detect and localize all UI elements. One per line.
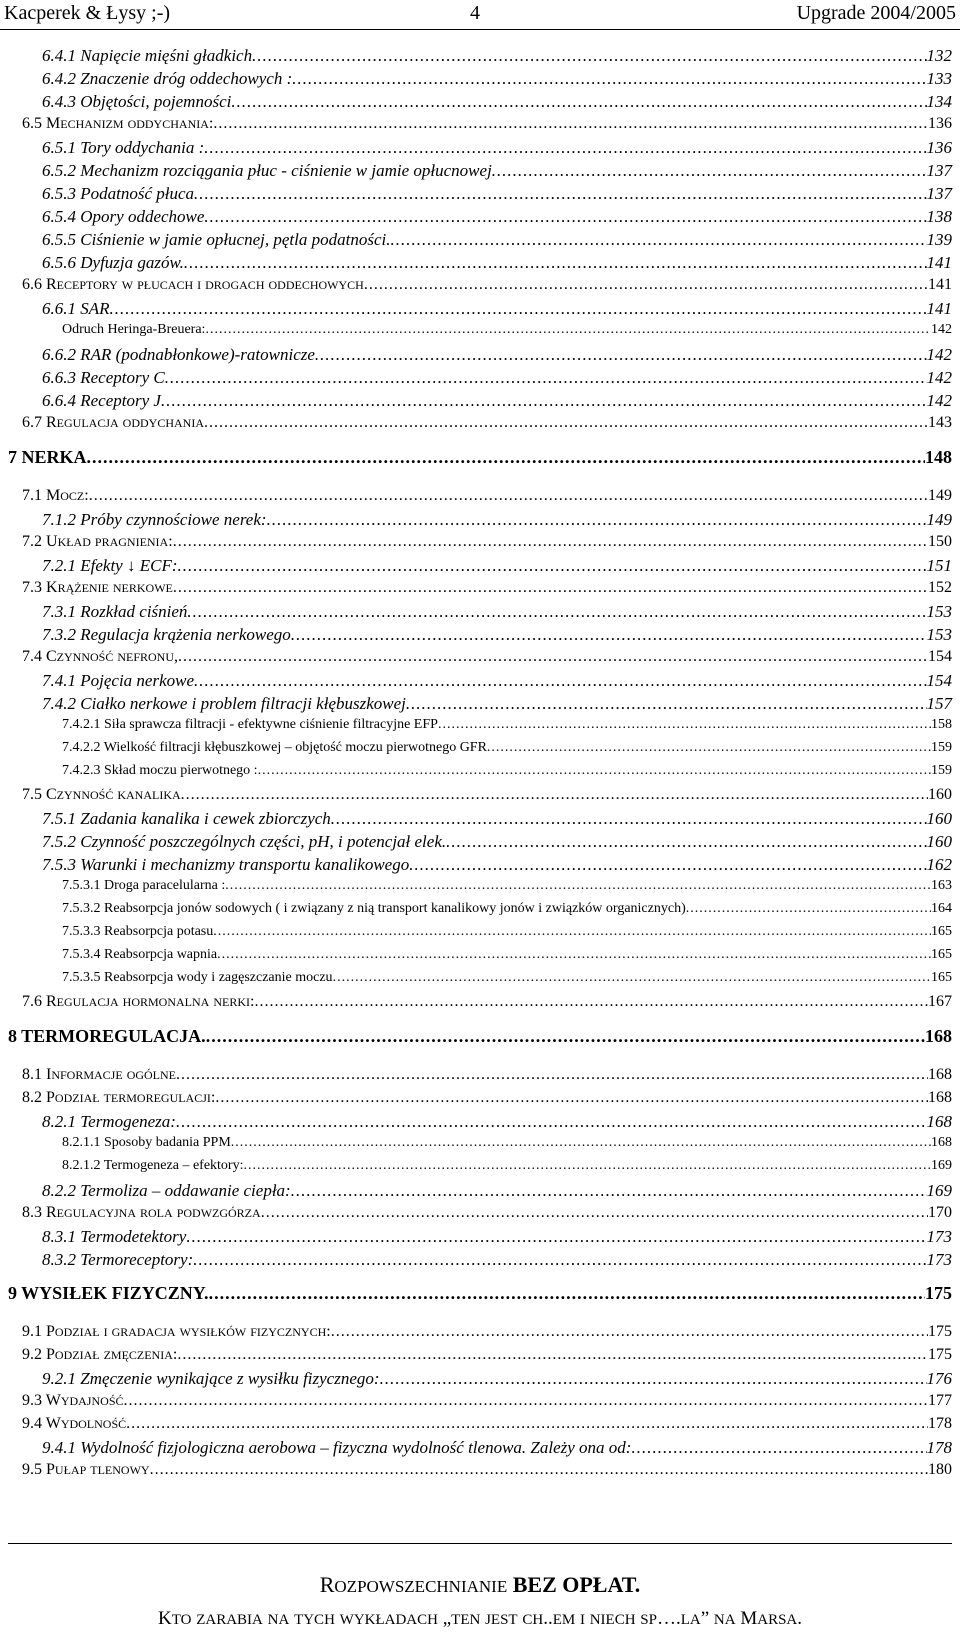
toc-entry[interactable] [42,1438,952,1458]
toc-dot-leader [165,368,927,388]
toc-entry[interactable] [62,717,952,733]
toc-entry-title: 7.5.3.1 Droga paracelularna : [62,878,226,893]
toc-entry-page: 141 [926,299,952,318]
toc-entry-title: 6.5.4 Opory oddechowe [42,207,205,226]
toc-dot-leader [315,345,927,365]
header-page-number: 4 [470,2,480,24]
toc-entry-title: 9.2.1 Zmęczenie wynikające z wysiłku fizycznego: [42,1369,380,1388]
toc-entry-page: 158 [931,717,952,732]
toc-entry-page: 154 [928,648,952,665]
toc-entry-title: 6.4.3 Objętości, pojemności [42,92,232,111]
toc-entry[interactable] [42,556,952,576]
toc-entry-title: 8.3.1 Termodetektory [42,1227,187,1246]
toc-entry-page: 136 [928,115,952,132]
toc-dot-leader [173,533,928,551]
toc-entry-page: 141 [928,276,952,293]
toc-dot-leader [204,414,928,432]
toc-entry[interactable] [42,1181,952,1201]
toc-entry-title: 8.2.1.1 Sposoby badania PPM [62,1135,231,1150]
toc-dot-leader [176,1066,928,1084]
toc-entry[interactable] [42,207,952,227]
toc-entry[interactable] [42,694,952,714]
toc-entry-title: 6.5.6 Dyfuzja gazów. [42,253,184,272]
toc-dot-leader [446,832,926,852]
toc-entry-page: 167 [928,993,952,1010]
toc-entry-page: 142 [931,322,952,337]
toc-entry[interactable] [42,253,952,273]
toc-entry-page: 159 [931,740,952,755]
toc-entry[interactable] [22,115,952,133]
page-header [0,0,960,30]
toc-entry-page: 142 [926,391,952,410]
toc-entry[interactable] [62,901,952,917]
toc-dot-leader [209,1283,925,1304]
toc-entry-title: 7.4.2.2 Wielkość filtracji kłębuszkowej – objętość moczu pierwotnego GFR [62,740,487,755]
toc-entry-title: 7.6 REGULACJA HORMONALNA NERKI: [22,993,255,1010]
toc-entry-title: 6.6 RECEPTORY W PŁUCACH I DROGACH ODDECHOWYCH [22,276,364,293]
toc-dot-leader [225,878,931,894]
toc-dot-leader [124,1392,929,1410]
toc-dot-leader [331,809,927,829]
footer-notice [0,1572,960,1598]
toc-entry-page: 152 [928,579,952,596]
toc-entry-page: 164 [931,901,952,916]
toc-dot-leader [186,1227,926,1247]
toc-entry-title: 7.3 KRĄŻENIE NERKOWE [22,579,173,596]
toc-entry[interactable] [42,671,952,691]
toc-entry-title: 6.5.5 Ciśnienie w jamie opłucnej, pętla podatności. [42,230,391,249]
toc-entry-page: 168 [928,1066,952,1083]
toc-entry-page: 149 [928,487,952,504]
toc-entry[interactable] [22,1323,952,1341]
toc-dot-leader [215,1089,928,1107]
toc-entry[interactable] [42,602,952,622]
toc-entry-title: 7.4.1 Pojęcia nerkowe [42,671,195,690]
toc-dot-leader [380,1369,927,1389]
toc-entry-title: 7.3.2 Regulacja krążenia nerkowego [42,625,291,644]
footer-notice-text: ROZPOWSZECHNIANIE [319,1572,508,1597]
toc-entry-title: 6.6.4 Receptory J [42,391,161,410]
toc-entry-title: 9 WYSIŁEK FIZYCZNY. [8,1283,209,1303]
toc-entry-title: 8.1 INFORMACJE OGÓLNE [22,1066,177,1083]
toc-dot-leader [177,1346,928,1364]
toc-dot-leader [409,855,926,875]
toc-entry[interactable] [22,1089,952,1107]
toc-entry[interactable] [22,487,952,505]
toc-entry-page: 178 [926,1438,952,1457]
toc-entry-title: 6.6.2 RAR (podnabłonkowe)-ratownicze [42,345,315,364]
toc-entry[interactable] [42,46,952,66]
header-edition: Upgrade 2004/2005 [796,2,956,24]
toc-entry-title: 9.3 WYDAJNOŚĆ [22,1392,124,1409]
toc-entry[interactable] [62,740,952,756]
toc-entry-page: 142 [926,368,952,387]
toc-entry[interactable] [22,1204,952,1222]
toc-entry-title: 8.2.1.2 Termogeneza – efektory: [62,1158,244,1173]
toc-entry-title: 9.2 PODZIAŁ ZMĘCZENIA: [22,1346,178,1363]
toc-entry-title: 6.6.3 Receptory C [42,368,165,387]
toc-entry-title: 7.5 CZYNNOŚĆ KANALIKA [22,786,181,803]
toc-dot-leader [161,391,927,411]
toc-entry[interactable] [62,970,952,986]
toc-entry[interactable] [42,92,952,112]
toc-dot-leader [333,970,931,986]
toc-entry-title: 7.4 CZYNNOŚĆ NEFRONU, [22,648,179,665]
toc-dot-leader [213,924,931,940]
toc-dot-leader [173,579,928,597]
toc-entry-page: 175 [928,1323,952,1340]
toc-dot-leader [438,717,931,733]
toc-entry-title: 8.2.2 Termoliza – oddawanie ciepła: [42,1181,291,1200]
toc-entry-title: 6.4.2 Znaczenie dróg oddechowych : [42,69,293,88]
toc-entry-title: 9.5 PUŁAP TLENOWY [22,1461,150,1478]
toc-dot-leader [291,1181,927,1201]
toc-entry-page: 175 [928,1346,952,1363]
toc-dot-leader [267,510,927,530]
toc-dot-leader [110,299,927,319]
toc-entry-title: 7.4.2 Ciałko nerkowe i problem filtracji kłębuszkowej [42,694,406,713]
toc-entry-page: 138 [926,207,952,226]
toc-entry[interactable] [42,1250,952,1270]
toc-entry-title: 6.4.1 Napięcie mięśni gładkich [42,46,253,65]
toc-entry-page: 173 [926,1250,952,1269]
toc-entry-title: 6.5.1 Tory oddychania : [42,138,205,157]
toc-entry-page: 142 [926,345,952,364]
toc-entry[interactable] [42,368,952,388]
toc-entry-page: 149 [926,510,952,529]
toc-entry[interactable] [8,447,952,468]
toc-dot-leader [194,671,926,691]
toc-dot-leader [231,1135,931,1151]
toc-entry-page: 168 [925,1026,952,1046]
toc-entry[interactable] [62,1158,952,1174]
toc-dot-leader [194,184,926,204]
toc-entry[interactable] [22,786,952,804]
toc-dot-leader [331,1323,928,1341]
toc-entry-page: 148 [925,447,952,467]
toc-entry[interactable] [62,1135,952,1151]
toc-dot-leader [204,138,926,158]
toc-entry-page: 165 [931,970,952,985]
toc-entry-title: 7.5.3.4 Reabsorpcja wapnia [62,947,218,962]
toc-entry[interactable] [42,625,952,645]
toc-dot-leader [631,1438,926,1458]
toc-entry[interactable] [22,1066,952,1084]
toc-dot-leader [217,947,931,963]
toc-entry-title: 7.3.1 Rozkład ciśnień [42,602,188,621]
toc-entry-title: 6.6.1 SAR [42,299,110,318]
toc-dot-leader [187,602,926,622]
toc-entry-title: 7.5.3.2 Reabsorpcja jonów sodowych ( i związany z nią transport kanalikowy jonów i związków organicznych) [62,901,686,916]
toc-dot-leader [204,207,926,227]
toc-dot-leader [206,1026,925,1047]
toc-entry[interactable] [22,993,952,1011]
toc-entry-page: 178 [928,1415,952,1432]
toc-entry-title: 9.4 WYDOLNOŚĆ [22,1415,127,1432]
toc-entry[interactable] [42,184,952,204]
toc-entry-title: 9.4.1 Wydolność fizjologiczna aerobowa – fizyczna wydolność tlenowa. Zależy ona od: [42,1438,632,1457]
toc-entry[interactable] [42,809,952,829]
toc-entry-title: 8.3.2 Termoreceptory: [42,1250,194,1269]
toc-entry-page: 141 [926,253,952,272]
toc-entry-title: 6.5.2 Mechanizm rozciągania płuc - ciśnienie w jamie opłucnowej [42,161,492,180]
toc-entry[interactable] [62,322,952,338]
toc-entry[interactable] [42,230,952,250]
toc-entry[interactable] [62,947,952,963]
toc-entry-title: 6.7 REGULACJA ODDYCHANIA [22,414,204,431]
toc-entry-page: 169 [931,1158,952,1173]
toc-entry-page: 180 [928,1461,952,1478]
toc-entry[interactable] [8,1283,952,1304]
toc-entry-title: 7.2 UKŁAD PRAGNIENIA: [22,533,173,550]
toc-dot-leader [213,115,928,133]
header-rule [0,29,960,30]
toc-entry[interactable] [42,832,952,852]
footer-rule [8,1543,952,1544]
toc-entry-page: 150 [928,533,952,550]
toc-entry-title: 7.5.1 Zadania kanalika i cewek zbiorczych [42,809,331,828]
toc-entry-page: 133 [926,69,952,88]
toc-entry-page: 134 [926,92,952,111]
toc-entry[interactable] [42,855,952,875]
toc-dot-leader [176,1112,927,1132]
toc-entry[interactable] [42,69,952,89]
toc-entry-page: 173 [926,1227,952,1246]
toc-entry[interactable] [22,1415,952,1433]
toc-entry[interactable] [42,391,952,411]
toc-dot-leader [292,69,926,89]
toc-entry[interactable] [42,1227,952,1247]
toc-entry[interactable] [42,1369,952,1389]
toc-entry[interactable] [22,276,952,294]
toc-dot-leader [87,447,925,468]
toc-dot-leader [126,1415,928,1433]
toc-entry-title: 7.4.2.1 Siła sprawcza filtracji - efektywne ciśnienie filtracyjne EFP [62,717,438,732]
toc-dot-leader [686,901,931,917]
toc-dot-leader [364,276,928,294]
toc-dot-leader [178,648,928,666]
toc-dot-leader [184,253,927,273]
toc-dot-leader [178,556,927,576]
toc-entry[interactable] [42,510,952,530]
toc-entry-title: 6.5.3 Podatność płuca [42,184,195,203]
toc-entry-page: 154 [926,671,952,690]
toc-entry[interactable] [42,345,952,365]
toc-entry[interactable] [42,299,952,319]
toc-entry-page: 157 [926,694,952,713]
toc-dot-leader [193,1250,926,1270]
toc-entry-page: 151 [926,556,952,575]
toc-dot-leader [406,694,927,714]
toc-entry[interactable] [62,924,952,940]
toc-entry-page: 165 [931,924,952,939]
toc-dot-leader [231,92,926,112]
toc-entry-page: 168 [926,1112,952,1131]
toc-entry-title: 7.2.1 Efekty ↓ ECF: [42,556,178,575]
toc-entry-page: 153 [926,602,952,621]
toc-entry[interactable] [42,138,952,158]
toc-entry[interactable] [22,1346,952,1364]
toc-entry-page: 165 [931,947,952,962]
toc-dot-leader [492,161,927,181]
toc-entry[interactable] [22,414,952,432]
toc-entry-page: 159 [931,763,952,778]
toc-dot-leader [258,763,931,779]
toc-entry-title: 7.4.2.3 Skład moczu pierwotnego : [62,763,258,778]
toc-entry[interactable] [22,1461,952,1479]
toc-entry-page: 160 [928,786,952,803]
toc-entry-page: 132 [926,46,952,65]
toc-entry-title: 7.5.3.3 Reabsorpcja potasu [62,924,214,939]
footer-notice-emphasis: BEZ OPŁAT. [512,1572,641,1597]
toc-entry-title: 8.3 REGULACYJNA ROLA PODWZGÓRZA [22,1204,261,1221]
toc-entry[interactable] [42,161,952,181]
toc-entry-page: 169 [926,1181,952,1200]
toc-entry-page: 162 [926,855,952,874]
toc-dot-leader [243,1158,931,1174]
toc-entry-page: 163 [931,878,952,893]
toc-dot-leader [205,322,931,338]
toc-entry-title: 7.1 MOCZ: [22,487,89,504]
toc-entry-page: 160 [926,809,952,828]
toc-entry-page: 160 [926,832,952,851]
toc-entry-page: 137 [926,161,952,180]
footer-disclaimer: KTO ZARABIA NA TYCH WYKŁADACH „TEN JEST CH..EM I NIECH SP….LA” NA MARSA. [158,1608,802,1629]
toc-entry-title: 8.2 PODZIAŁ TERMOREGULACJI: [22,1089,216,1106]
toc-entry-page: 168 [928,1089,952,1106]
toc-entry-page: 176 [926,1369,952,1388]
toc-entry-title: 8 TERMOREGULACJA. [8,1026,206,1046]
toc-entry[interactable] [62,878,952,894]
toc-entry-title: Odruch Heringa-Breuera: [62,322,206,337]
toc-dot-leader [261,1204,928,1222]
toc-entry-title: 7.5.3.5 Reabsorpcja wody i zagęszczanie moczu [62,970,333,985]
toc-dot-leader [390,230,926,250]
toc-entry[interactable] [42,1112,952,1132]
toc-dot-leader [487,740,931,756]
toc-entry-page: 139 [926,230,952,249]
toc-entry-title: 7 NERKA [8,447,87,467]
toc-entry-page: 143 [928,414,952,431]
toc-entry-title: 9.1 PODZIAŁ I GRADACJA WYSIŁKÓW FIZYCZNYCH: [22,1323,331,1340]
toc-entry[interactable] [62,763,952,779]
toc-entry-page: 177 [928,1392,952,1409]
toc-entry-page: 168 [931,1135,952,1150]
toc-entry-page: 136 [926,138,952,157]
toc-dot-leader [181,786,928,804]
toc-entry[interactable] [22,648,952,666]
toc-dot-leader [291,625,927,645]
toc-entry[interactable] [22,1392,952,1410]
toc-entry-title: 7.1.2 Próby czynnościowe nerek: [42,510,267,529]
toc-entry[interactable] [22,533,952,551]
toc-entry-title: 7.5.2 Czynność poszczególnych części, pH, i potencjał elek. [42,832,447,851]
toc-dot-leader [254,993,928,1011]
toc-entry-title: 8.2.1 Termogeneza: [42,1112,176,1131]
toc-entry-page: 175 [925,1283,952,1303]
header-authors: Kacperek & Łysy ;-) [4,2,171,24]
toc-dot-leader [252,46,926,66]
toc-entry-title: 6.5 MECHANIZM ODDYCHANIA: [22,115,214,132]
toc-entry-title: 7.5.3 Warunki i mechanizmy transportu kanalikowego [42,855,410,874]
toc-entry-page: 153 [926,625,952,644]
toc-entry[interactable] [8,1026,952,1047]
toc-entry[interactable] [22,579,952,597]
toc-entry-page: 170 [928,1204,952,1221]
toc-dot-leader [150,1461,928,1479]
toc-dot-leader [89,487,928,505]
toc-entry-page: 137 [926,184,952,203]
